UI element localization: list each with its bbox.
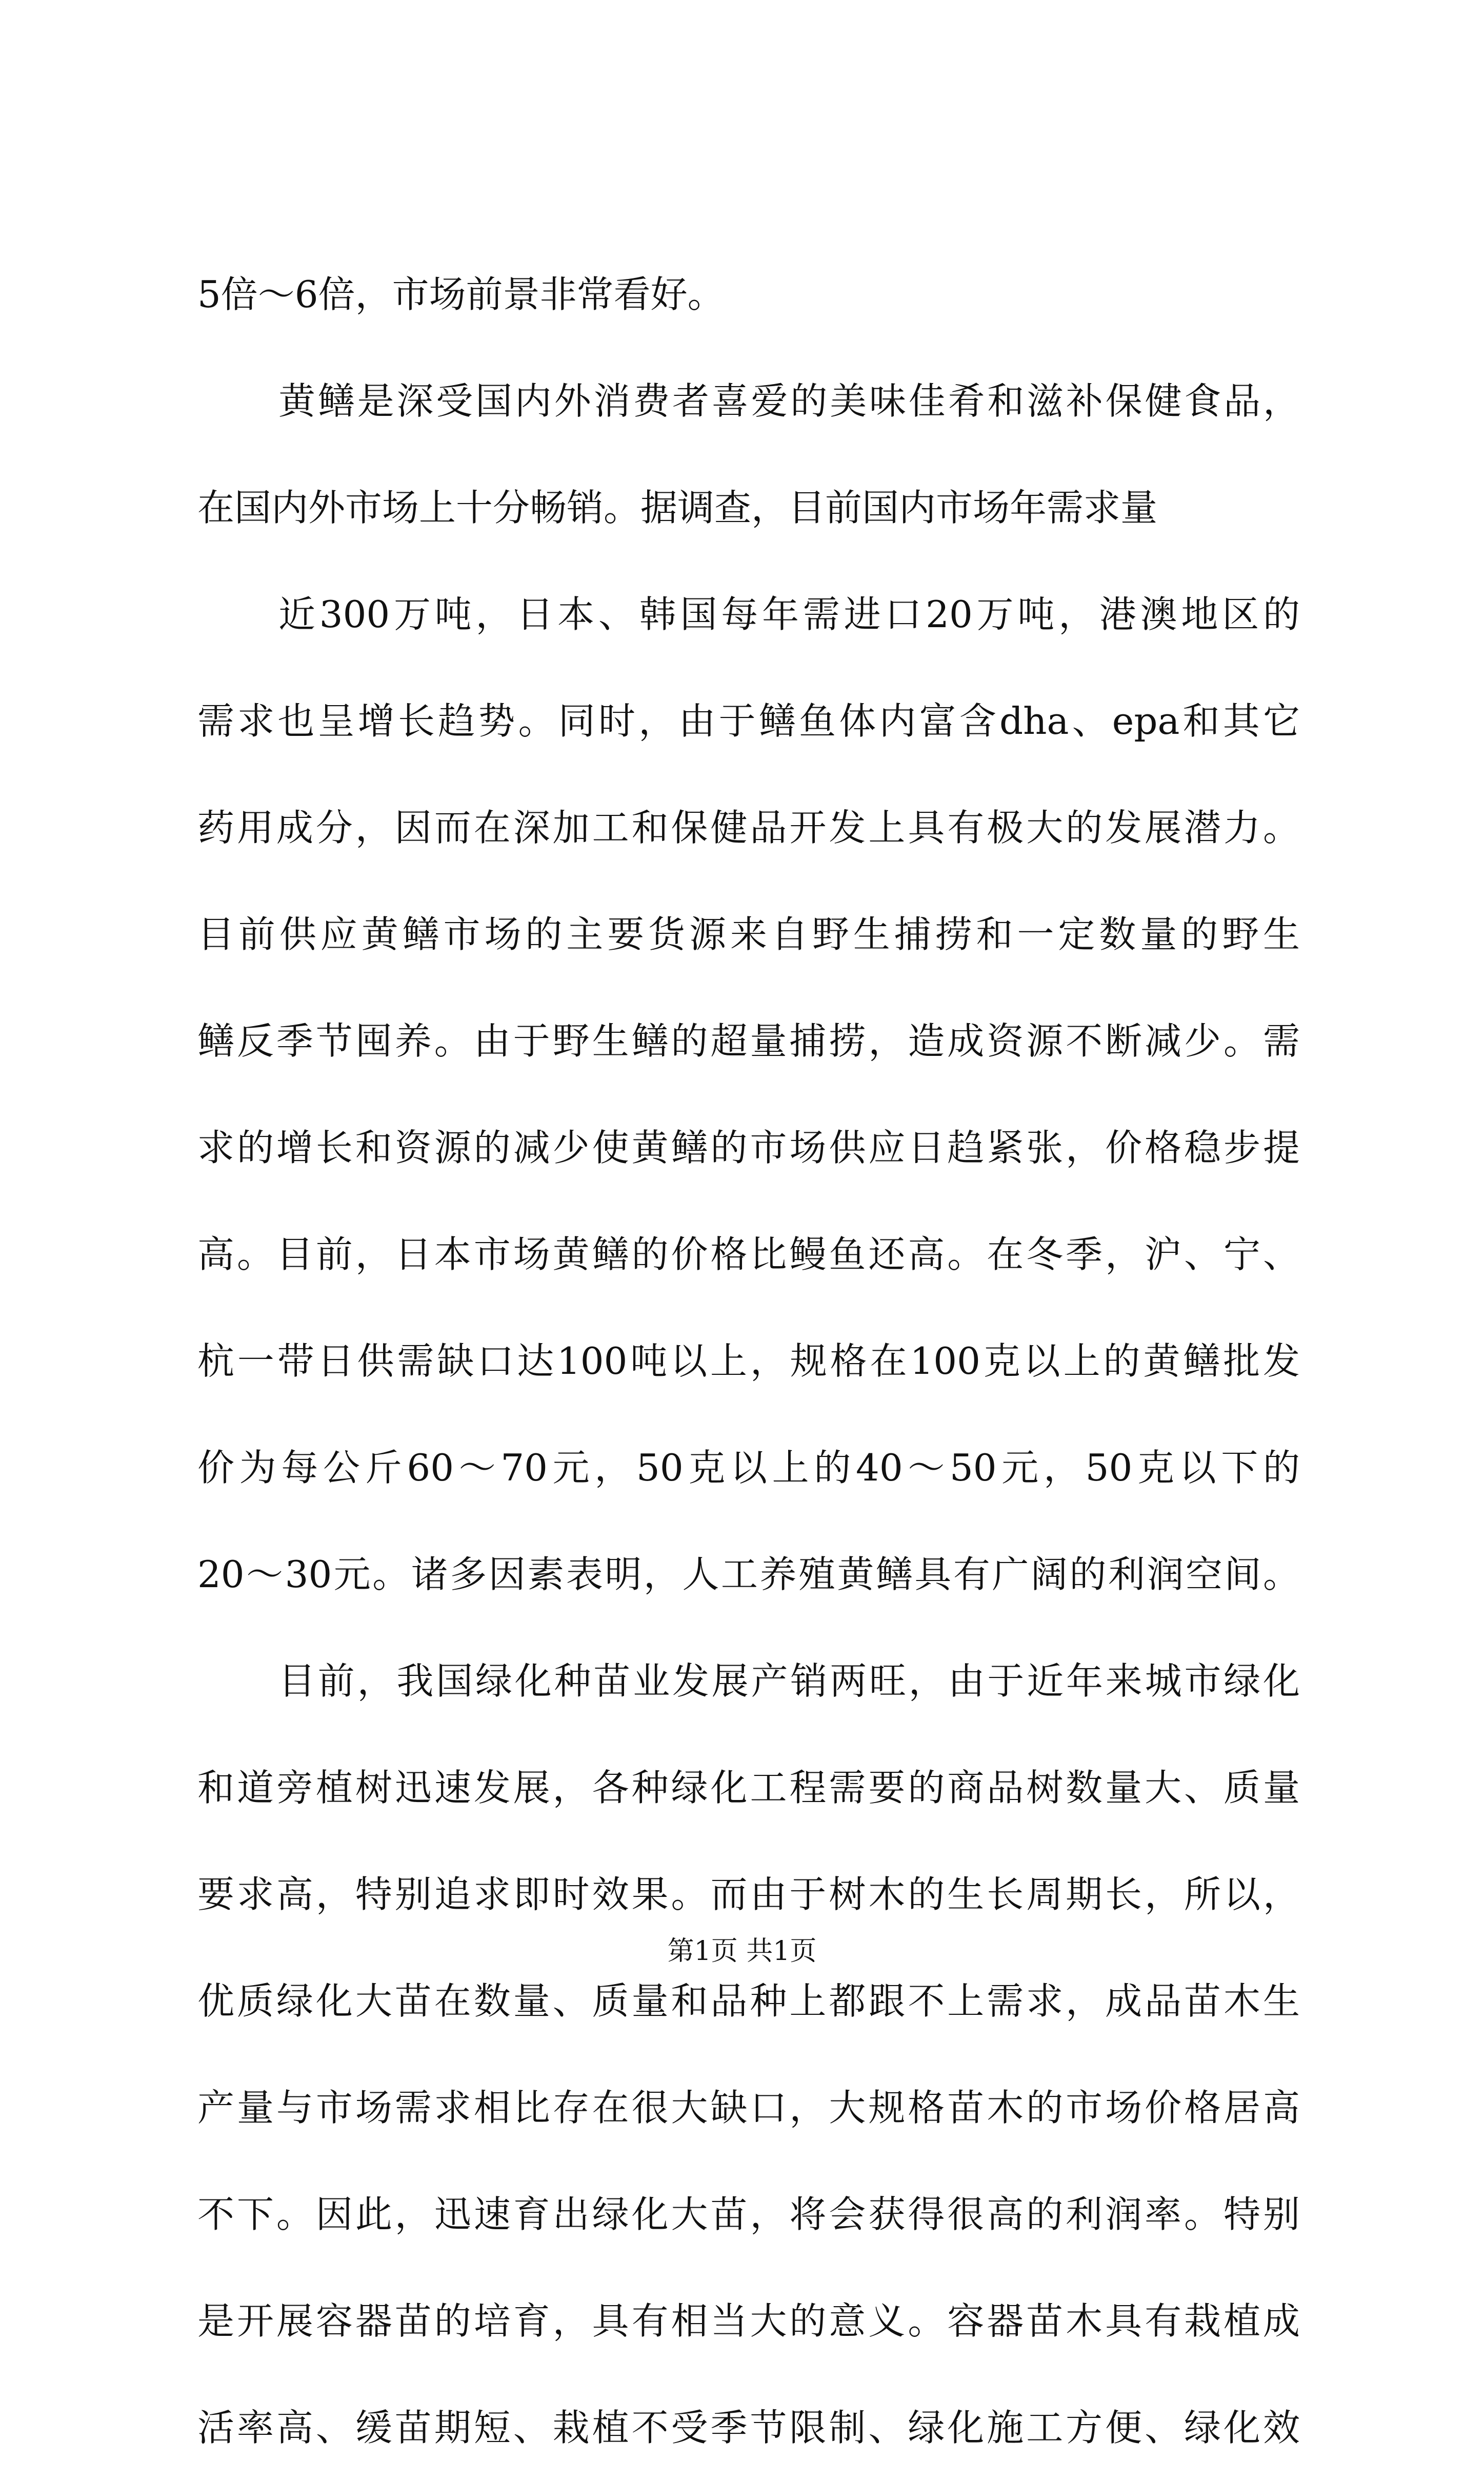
page-footer: 第1页 共1页 [667,1936,817,1967]
text-line: 不下。因此，迅速育出绿化大苗，将会获得很高的利润率。特别 [197,2193,1300,2236]
text-line: 要求高，特别追求即时效果。而由于树木的生长周期长，所以， [197,1873,1300,1916]
text-line: 在国内外市场上十分畅销。据调查，目前国内市场年需求量 [197,486,1158,529]
text-line: 杭一带日供需缺口达100吨以上，规格在100克以上的黄鳝批发 [197,1339,1300,1383]
text-line: 是开展容器苗的培育，具有相当大的意义。容器苗木具有栽植成 [197,2299,1300,2343]
text-line: 近300万吨，日本、韩国每年需进口20万吨，港澳地区的 [278,593,1300,636]
text-line: 5倍～6倍，市场前景非常看好。 [197,273,725,316]
text-line: 目前，我国绿化种苗业发展产销两旺，由于近年来城市绿化 [278,1659,1300,1703]
body-text [197,241,1300,2481]
text-line: 药用成分，因而在深加工和保健品开发上具有极大的发展潜力。 [197,806,1300,849]
text-line: 和道旁植树迅速发展，各种绿化工程需要的商品树数量大、质量 [197,1766,1300,1809]
text-line: 需求也呈增长趋势。同时，由于鳝鱼体内富含dha、epa和其它 [197,699,1300,743]
text-line: 黄鳝是深受国内外消费者喜爱的美味佳肴和滋补保健食品， [278,379,1300,423]
text-line: 价为每公斤60～70元，50克以上的40～50元，50克以下的 [197,1446,1300,1489]
text-line: 20～30元。诸多因素表明，人工养殖黄鳝具有广阔的利润空间。 [197,1553,1300,1596]
text-line: 鳝反季节囤养。由于野生鳝的超量捕捞，造成资源不断减少。需 [197,1019,1300,1063]
text-line: 目前供应黄鳝市场的主要货源来自野生捕捞和一定数量的野生 [197,913,1300,956]
text-line: 求的增长和资源的减少使黄鳝的市场供应日趋紧张，价格稳步提 [197,1126,1300,1169]
text-line: 优质绿化大苗在数量、质量和品种上都跟不上需求，成品苗木生 [197,1979,1300,2023]
text-line: 产量与市场需求相比存在很大缺口，大规格苗木的市场价格居高 [197,2086,1300,2129]
text-line: 活率高、缓苗期短、栽植不受季节限制、绿化施工方便、绿化效 [197,2406,1300,2449]
text-line: 高。目前，日本市场黄鳝的价格比鳗鱼还高。在冬季，沪、宁、 [197,1233,1300,1276]
